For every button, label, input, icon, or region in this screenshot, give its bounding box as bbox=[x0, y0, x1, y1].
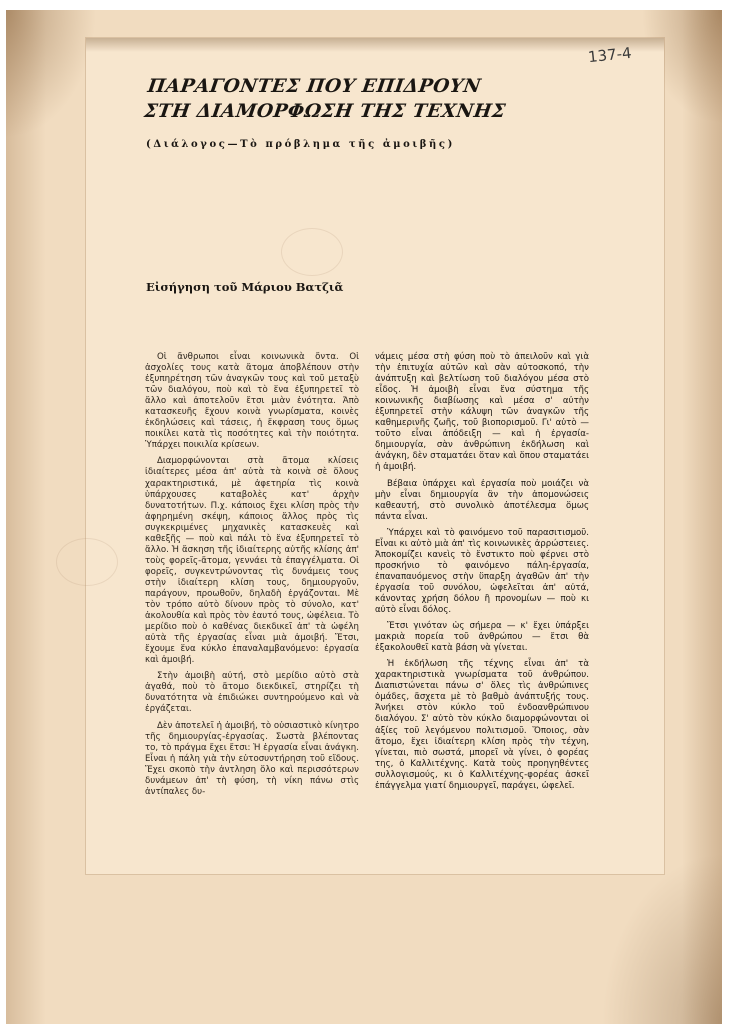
paragraph: Δὲν ἀποτελεῖ ἡ ἀμοιβή, τὸ οὐσιαστικὸ κίνητρο τῆς δημιουργίας-ἐργασίας. Σωστὰ βλέποντας το, τὸ πράγμα ἔχει ἔτσι: Ἡ ἐργασία εἶναι ἀνάγκη. Εἶναι ἡ πάλη γιὰ τὴν εὐτοσυντήρηση τοῦ εἴδους. Ἔχει σκοπὸ τὴν ἀντληση ὅλο καὶ περισσότερων δυνάμεων ἀπ' τὴ φύση, τὴ νίκη πάνω στὶς ἀντίπαλες δυ- bbox=[145, 720, 359, 797]
text-column-right bbox=[375, 352, 589, 797]
watermark-stamp bbox=[281, 228, 343, 276]
paragraph: νάμεις μέσα στὴ φύση ποὺ τὸ ἀπειλοῦν καὶ γιὰ τὴν ἐπιτυχία αὐτῶν καὶ σὰν αὐτοσκοπό, τὴν ἀνάπτυξη καὶ βελτίωση τοῦ διαλόγου μέσα στὸ εἶδος. Ἡ ἀμοιβὴ εἶναι ἕνα σύστημα τῆς κοινωνικῆς διαβίωσης καὶ μέσα σ' αὐτὴν ἐξυπηρετεῖ στὴν κάλυψη τῶν ἀναγκῶν τῆς καθημερινῆς ζωῆς, τοῦ βιοπορισμοῦ. Γι' αὐτὸ — τοῦτο εἶναι ἀπόδειξη — καὶ ἡ ἐργασία-δημιουργία, σὰν ἀνθρώπινη ἐκδήλωση καὶ ἀνάγκη, δὲν σταματάει ὅταν καὶ ὅπου σταματάει ἡ ἀμοιβή. bbox=[375, 352, 589, 473]
text-column-left bbox=[145, 352, 359, 803]
paragraph: Ἡ ἐκδήλωση τῆς τέχνης εἶναι ἀπ' τὰ χαρακτηριστικὰ γνωρίσματα τοῦ ἀνθρώπου. Διαπιστώνεται πάνω σ' ὅλες τὶς ἀνθρώπινες ὁμάδες, ἄσχετα μὲ τὸ βαθμὸ ἀνάπτυξής τους. Ἀνήκει στὸν κύκλο τοῦ ἐνδοανθρώπινου διαλόγου. Σ' αὐτὸ τὸν κύκλο διαμορφώνονται οἱ ἀξίες τοῦ λεγόμενου πολιτισμοῦ. Ὅποιος, σὰν ἄτομο, ἔχει ἰδιαίτερη κλίση πρὸς τὴν τέχνη, γίνεται, πιὸ σωστά, μπορεῖ νὰ γίνει, ὁ φορέας της, ὁ Καλλιτέχνης. Κατὰ τοὺς προηγηθέντες συλλογισμούς, κι ὁ Καλλιτέχνης-φορέας ἀσκεῖ ἐπάγγελμα γιατί δημιουργεῖ, παράγει, ὠφελεῖ. bbox=[375, 659, 589, 791]
paragraph: Οἱ ἄνθρωποι εἶναι κοινωνικὰ ὄντα. Οἱ ἀσχολίες τους κατὰ ἄτομα ἀποβλέπουν στὴν ἐξυπηρέτηση τῶν ἀναγκῶν τους καὶ τοῦ μεταξὺ τῶν διαλόγου, ποὺ καὶ τὸ ἕνα ἐξυπηρετεῖ τὸ ἄλλο καὶ ἀποτελοῦν ἔτσι μιὰν ἑνότητα. Ἀπὸ κατασκευῆς ἔχουν κοινὰ γνωρίσματα, κοινὲς ἐκδηλώσεις καὶ τάσεις, ἡ ἔκφραση τους ὅμως ποικίλει κατὰ τὶς ποσότητες καὶ τὴν ποιότητα. Ὑπάρχει ποικιλία κρίσεων. bbox=[145, 352, 359, 451]
watermark-stamp bbox=[56, 538, 118, 586]
title-line-2: ΣΤΗ ΔΙΑΜΟΡΦΩΣΗ ΤΗΣ ΤΕΧΝΗΣ bbox=[142, 101, 507, 122]
paragraph: Στὴν ἀμοιβὴ αὐτή, στὸ μερίδιο αὐτὸ στὰ ἀγαθά, ποὺ τὸ ἄτομο διεκδικεῖ, στηρίζει τὴ δυνατότητα νὰ ἐπιδιώκει συντηρούμενο καὶ νὰ ἐργάζεται. bbox=[145, 671, 359, 715]
byline: Εἰσήγηση τοῦ Μάριου Βατζιᾶ bbox=[146, 280, 344, 294]
paragraph: Διαμορφώνονται στὰ ἄτομα κλίσεις ἰδιαίτερες μέσα ἀπ' αὐτὰ τὰ κοινὰ σὲ ὅλους χαρακτηριστικά, μὲ ἀφετηρία τὶς κοινὰ ὑπάρχουσες καταβολὲς κατ' ἀρχὴν δυνατοτήτων. Π.χ. κάποιος ἔχει κλίση πρὸς τὴν ἀφηρημένη σκέψη, κάποιος ἄλλος πρὸς τὶς συγκεκριμένες μηχανικὲς κατασκευὲς καὶ καθεξῆς — ποὺ καὶ πάλι τὸ ἕνα ἐξυπηρετεῖ τὸ ἄλλο. Ἡ ἄσκηση τῆς ἰδιαίτερης αὐτῆς κλίσης ἀπ' τοὺς φορεῖς-ἄτομα, γεννάει τὰ ἐπαγγέλματα. Οἱ φορεῖς, συγκεντρώνοντας τὶς δυνάμεις τους στὴν ἰδιαίτερη κλίση τους, δημιουργοῦν, παράγουν, προωθοῦν, δηλαδὴ ἐργάζονται. Μὲ τὸν τρόπο αὐτὸ δίνουν πρὸς τὸ σύνολο, κατ' ἀκολουθία καὶ πρὸς τὸν ἑαυτό τους, ὠφέλεια. Τὸ μερίδιο ποὺ ὁ καθένας διεκδικεῖ ἀπ' τὰ ὠφέλη αὐτὰ τῆς ἐργασίας εἶναι μιὰ ἀμοιβή. Ἔτσι, ἔχουμε ἕνα κύκλο ἐπαναλαμβανόμενο: ἐργασία καὶ ἀμοιβή. bbox=[145, 456, 359, 666]
article-title bbox=[142, 74, 510, 124]
paper-sheet bbox=[6, 10, 722, 1024]
article-subtitle: (Διάλογος—Τὸ πρόβλημα τῆς ἀμοιβῆς) bbox=[146, 139, 455, 150]
paragraph: Ἔτσι γινόταν ὡς σήμερα — κ' ἔχει ὑπάρξει μακριὰ πορεία τοῦ ἀνθρώπου — ἔτσι θὰ ἐξακολουθεῖ κατὰ βάση νὰ γίνεται. bbox=[375, 621, 589, 654]
title-line-1: ΠΑΡΑΓΟΝΤΕΣ ΠΟΥ ΕΠΙΔΡΟΥΝ bbox=[146, 76, 483, 97]
paragraph: Ὑπάρχει καὶ τὸ φαινόμενο τοῦ παρασιτισμοῦ. Εἶναι κι αὐτὸ μιὰ ἀπ' τὶς κοινωνικὲς ἀρρώστειες. Ἀποκομίζει κανεὶς τὸ ἔνστικτο ποὺ φέρνει στὸ προσκήνιο τὸ φαινόμενο πάλη-ἐργασία, ἐπαναπαυόμενος στὴν ὕπαρξη ἀγαθῶν ἀπ' τὴν ἐργασία τοῦ συνόλου, ὠφελεῖται ἀπ' αὐτά, κάνοντας χρήση δόλου ἢ προνομίων — ποὺ κι αὐτὸ εἶναι δόλος. bbox=[375, 527, 589, 616]
page-mark: 137-4 bbox=[587, 43, 633, 67]
paragraph: Βέβαια ὑπάρχει καὶ ἐργασία ποὺ μοιάζει νὰ μὴν εἶναι δημιουργία ἂν τὴν ἀπομονώσεις καθεαυτή, στὸ συνολικὸ ἀποτέλεσμα ὅμως πάντα εἶναι. bbox=[375, 478, 589, 522]
